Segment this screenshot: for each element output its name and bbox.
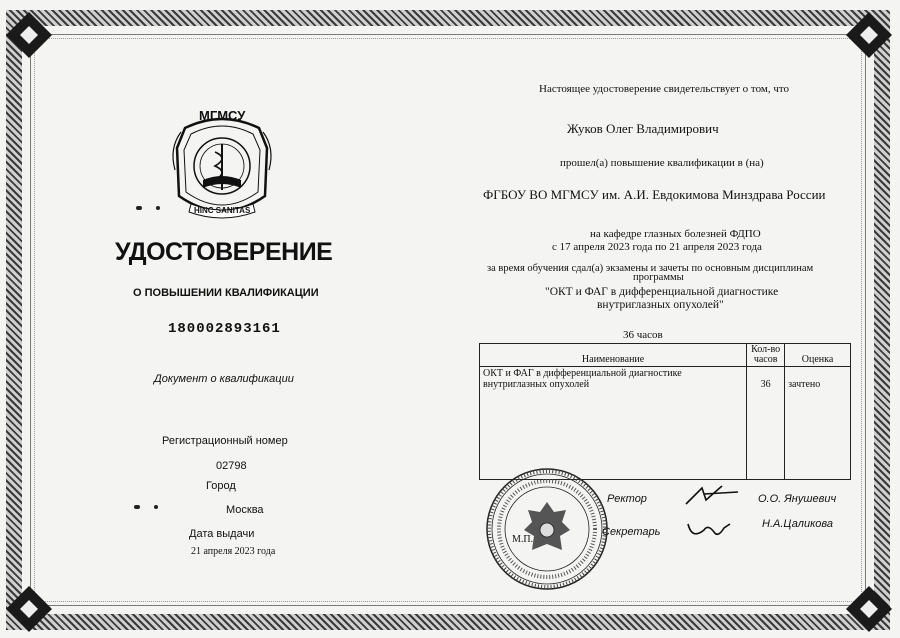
disciplines-table (479, 343, 851, 480)
issue-date-label: Дата выдачи (189, 528, 255, 540)
column-header-hours: Кол-во часов (747, 344, 785, 367)
hours-total: 36 часов (623, 329, 663, 341)
rector-label: Ректор (607, 493, 647, 505)
discipline-grade: зачтено (785, 367, 851, 480)
certificate-title: УДОСТОВЕРЕНИЕ (115, 238, 333, 266)
table-row (480, 367, 851, 480)
certificate-subtitle: О ПОВЫШЕНИИ КВАЛИФИКАЦИИ (133, 287, 319, 299)
person-name: Жуков Олег Владимирович (567, 121, 719, 136)
department-line: на кафедре глазных болезней ФДПО (590, 228, 761, 240)
document-type: Документ о квалификации (154, 373, 294, 385)
period-line: с 17 апреля 2023 года по 21 апреля 2023 года (552, 241, 762, 253)
emblem-top-text: МГМСУ (199, 108, 246, 123)
rector-signature (682, 480, 752, 510)
registration-number: 02798 (216, 460, 247, 472)
intro-line: Настоящее удостоверение свидетельствует о том, что (539, 83, 790, 95)
secretary-name: Н.А.Цаликова (762, 518, 834, 530)
exams-line-2: программы (633, 272, 684, 283)
stamp-mark: М.П. (512, 534, 534, 545)
certificate-number: 180002893161 (168, 321, 281, 337)
secretary-signature (684, 516, 734, 544)
issue-date-value: 21 апреля 2023 года (191, 546, 276, 557)
discipline-name: ОКТ и ФАГ в дифференциальной диагностике внутриглазных опухолей (480, 367, 747, 480)
scan-mark (134, 505, 140, 509)
city-label: Город (206, 480, 236, 492)
exams-line: за время обучения сдал(а) экзамены и зачеты по основным дисциплинам (487, 263, 814, 274)
city-value: Москва (226, 504, 264, 516)
emblem-bottom-text: HINC SANITAS (194, 206, 251, 215)
column-header-grade: Оценка (785, 344, 851, 367)
rector-name: О.О. Янушевич (758, 493, 837, 505)
passed-line: прошел(а) повышение квалификации в (на) (560, 157, 764, 169)
registration-label: Регистрационный номер (162, 435, 288, 447)
column-header-name: Наименование (480, 344, 747, 367)
program-title-line2: внутриглазных опухолей" (597, 299, 724, 311)
scan-mark (136, 206, 142, 210)
official-seal (484, 466, 610, 592)
secretary-label: Секретарь (602, 526, 661, 538)
scan-mark (154, 505, 158, 509)
discipline-hours: 36 (747, 367, 785, 480)
program-title-line1: "ОКТ и ФАГ в дифференциальной диагностике (545, 286, 779, 298)
organization-name: ФГБОУ ВО МГМСУ им. А.И. Евдокимова Минздрава России (483, 187, 826, 202)
scan-mark (156, 206, 160, 210)
inner-border-dotted (34, 38, 862, 602)
